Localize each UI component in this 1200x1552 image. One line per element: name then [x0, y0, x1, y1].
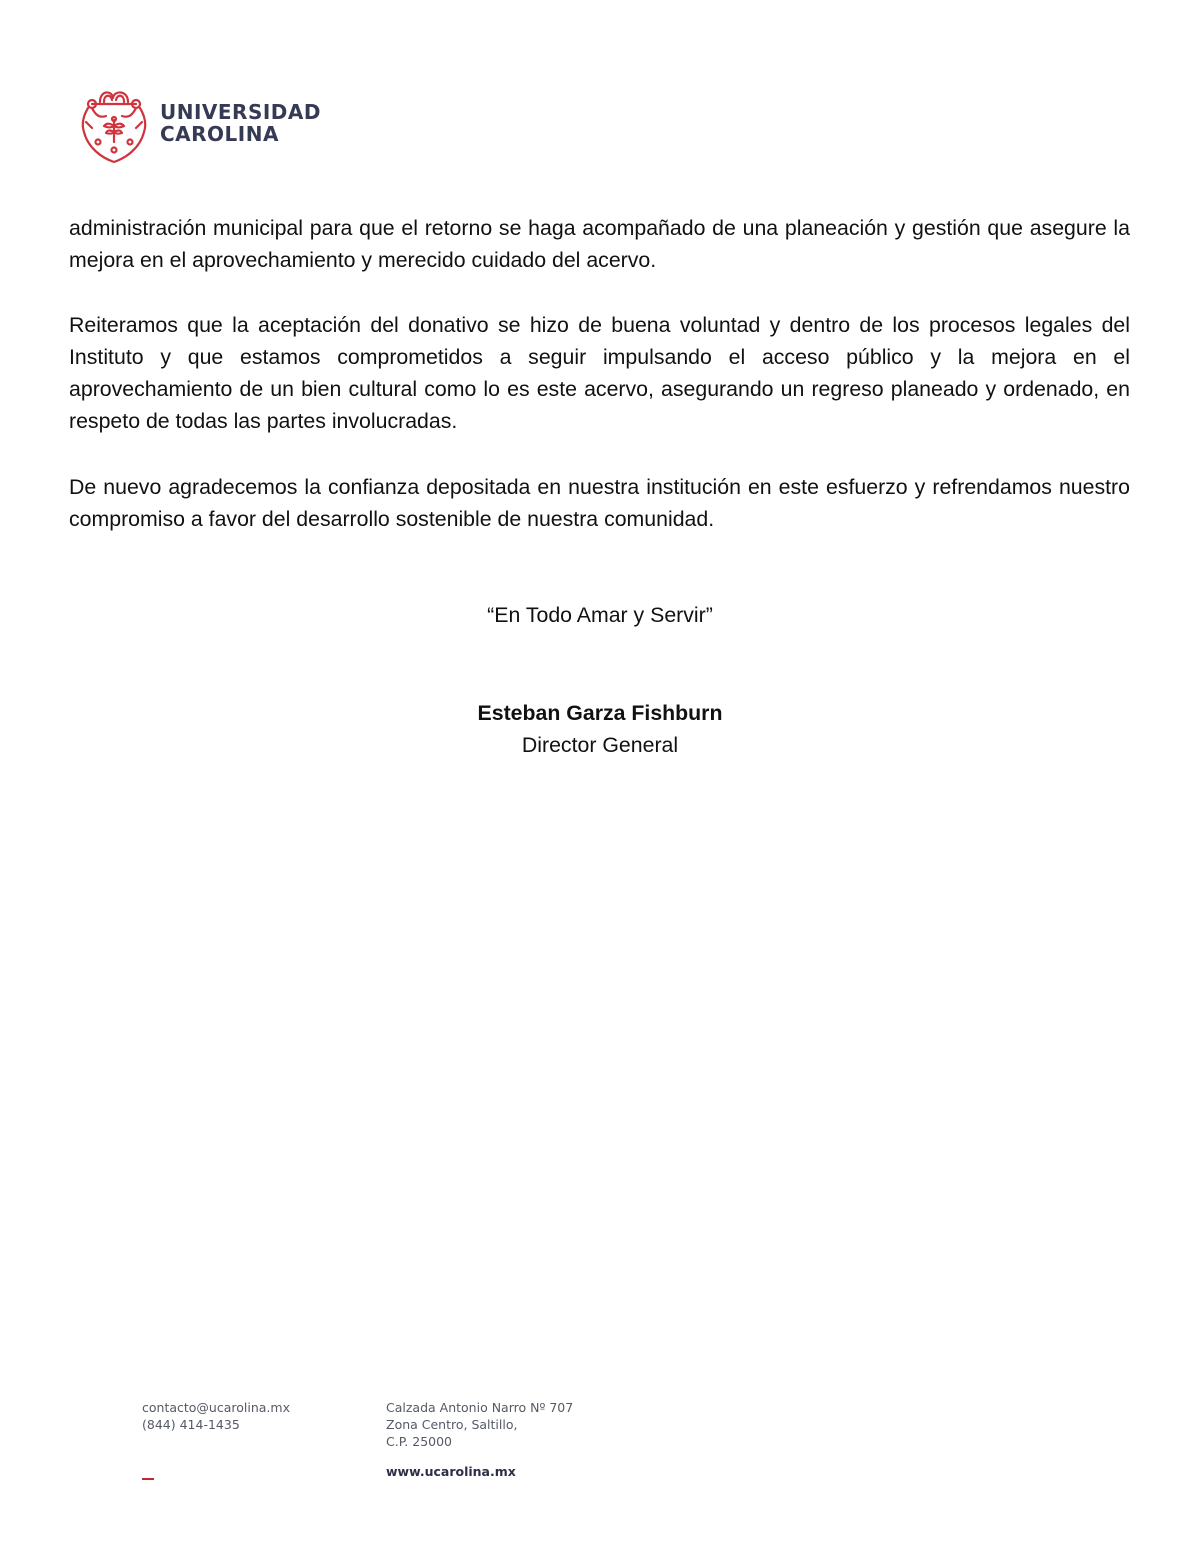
signatory-title: Director General — [521, 733, 679, 757]
paragraph-1: administración municipal para que el retorno se haga acompañado de una planeación y gestión que asegure la mejora en el aprovechamiento y merecido cuidado del acervo. — [69, 216, 1130, 272]
university-logo — [78, 82, 321, 164]
crest-icon — [78, 82, 150, 164]
footer-address-line-1: Calzada Antonio Narro Nº 707 — [386, 1400, 574, 1415]
footer-accent-dash — [142, 1478, 154, 1480]
footer-address — [386, 1399, 573, 1450]
footer-phone: (844) 414-1435 — [142, 1417, 240, 1432]
footer-contact — [142, 1399, 290, 1433]
paragraph-2: Reiteramos que la aceptación del donativo se hizo de buena voluntad y dentro de los procesos legales del Instituto y que estamos comprometidos a seguir impulsando el acceso público y la mejora en el aprovechamiento de un bien cultural como lo es este acervo, asegurando un regreso planeado y ordenado, en respeto de todas las partes involucradas. — [69, 313, 1130, 433]
logo-line-2: CAROLINA — [160, 122, 279, 146]
logo-wordmark — [160, 101, 321, 145]
footer-email[interactable]: contacto@ucarolina.mx — [142, 1400, 290, 1415]
footer-website-link[interactable]: www.ucarolina.mx — [386, 1464, 516, 1479]
signatory-name: Esteban Garza Fishburn — [477, 701, 723, 725]
logo-line-1: UNIVERSIDAD — [160, 100, 321, 124]
paragraph-3: De nuevo agradecemos la confianza depositada en nuestra institución en este esfuerzo y refrendamos nuestro compromiso a favor del desarrollo sostenible de nuestra comunidad. — [69, 475, 1130, 531]
footer-address-line-2: Zona Centro, Saltillo, — [386, 1417, 518, 1432]
footer-address-line-3: C.P. 25000 — [386, 1434, 453, 1449]
motto: “En Todo Amar y Servir” — [487, 603, 713, 627]
